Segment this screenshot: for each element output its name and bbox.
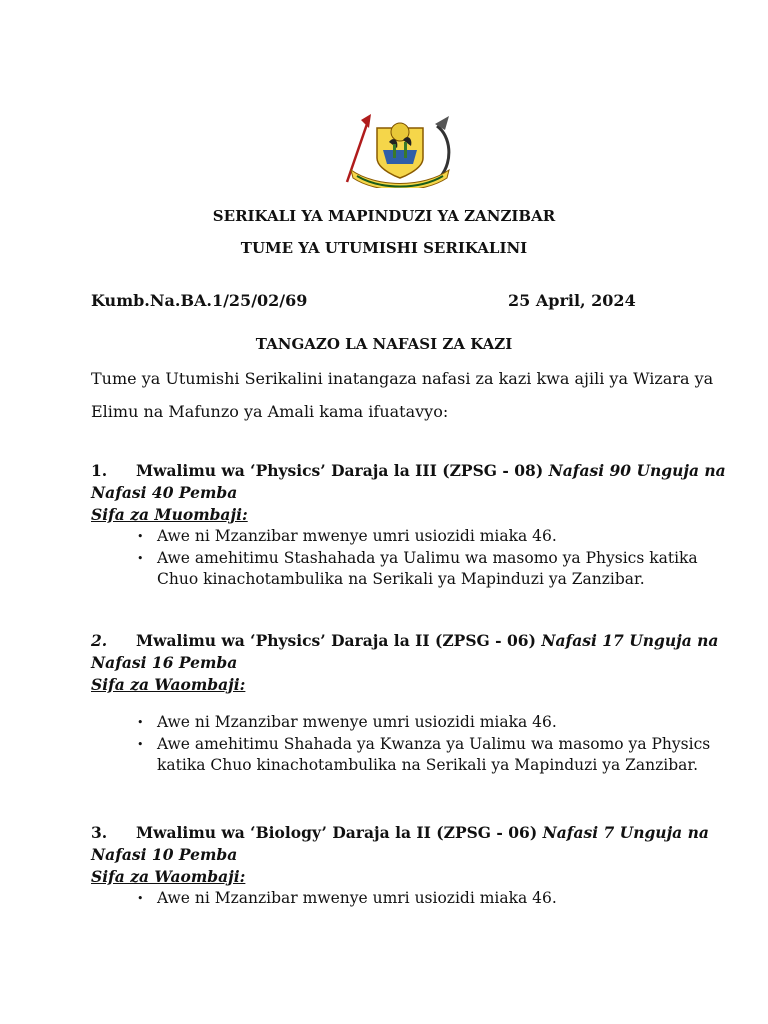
requirement-item: • Awe ni Mzanzibar mwenye umri usiozidi miaka 46. <box>157 712 726 734</box>
commission-title: TUME YA UTUMISHI SERIKALINI <box>240 239 528 257</box>
position-number: 2. <box>91 631 108 650</box>
position-title: Mwalimu wa ‘Physics’ Daraja la III (ZPSG - 08) <box>136 461 544 480</box>
position-3 <box>91 822 726 910</box>
requirements-label: Sifa za Waombaji: <box>91 867 246 886</box>
document-date: 25 April, 2024 <box>508 291 636 310</box>
announcement-title: TANGAZO LA NAFASI ZA KAZI <box>255 335 513 353</box>
position-number: 3. <box>91 823 108 842</box>
spacer <box>91 696 726 712</box>
requirement-item: • Awe ni Mzanzibar mwenye umri usiozidi miaka 46. <box>157 526 726 548</box>
position-title: Mwalimu wa ‘Biology’ Daraja la II (ZPSG - 06) <box>136 823 538 842</box>
requirement-item: • Awe amehitimu Stashahada ya Ualimu wa masomo ya Physics katika Chuo kinachotambulika na Serikali ya Mapinduzi ya Zanzibar. <box>157 548 726 591</box>
position-heading <box>91 822 726 866</box>
requirement-item: • Awe ni Mzanzibar mwenye umri usiozidi miaka 46. <box>157 888 726 910</box>
requirement-item: • Awe amehitimu Shahada ya Kwanza ya Ualimu wa masomo ya Physics katika Chuo kinachotambulika na Serikali ya Mapinduzi ya Zanzibar. <box>157 734 726 777</box>
position-number: 1. <box>91 461 108 480</box>
position-slots: Nafasi 17 Unguja na Nafasi 16 Pemba <box>91 631 719 672</box>
requirements-label: Sifa za Waombaji: <box>91 675 246 694</box>
requirements-label: Sifa za Muombaji: <box>91 505 248 524</box>
reference-number: Kumb.Na.BA.1/25/02/69 <box>91 291 308 310</box>
government-title: SERIKALI YA MAPINDUZI YA ZANZIBAR <box>212 207 556 225</box>
requirements-list <box>91 712 726 777</box>
requirements-list <box>91 888 726 910</box>
intro-paragraph: Tume ya Utumishi Serikalini inatangaza nafasi za kazi kwa ajili ya Wizara ya Elimu na Mafunzo ya Amali kama ifuatavyo: <box>91 369 714 421</box>
position-heading <box>91 460 726 504</box>
position-slots: Nafasi 90 Unguja na Nafasi 40 Pemba <box>91 461 726 502</box>
position-slots: Nafasi 7 Unguja na Nafasi 10 Pemba <box>91 823 709 864</box>
requirements-list <box>91 526 726 591</box>
position-2 <box>91 630 726 777</box>
position-title: Mwalimu wa ‘Physics’ Daraja la II (ZPSG - 06) <box>136 631 536 650</box>
zanzibar-coat-of-arms-emblem <box>337 106 463 188</box>
position-1 <box>91 460 726 591</box>
position-heading <box>91 630 726 674</box>
